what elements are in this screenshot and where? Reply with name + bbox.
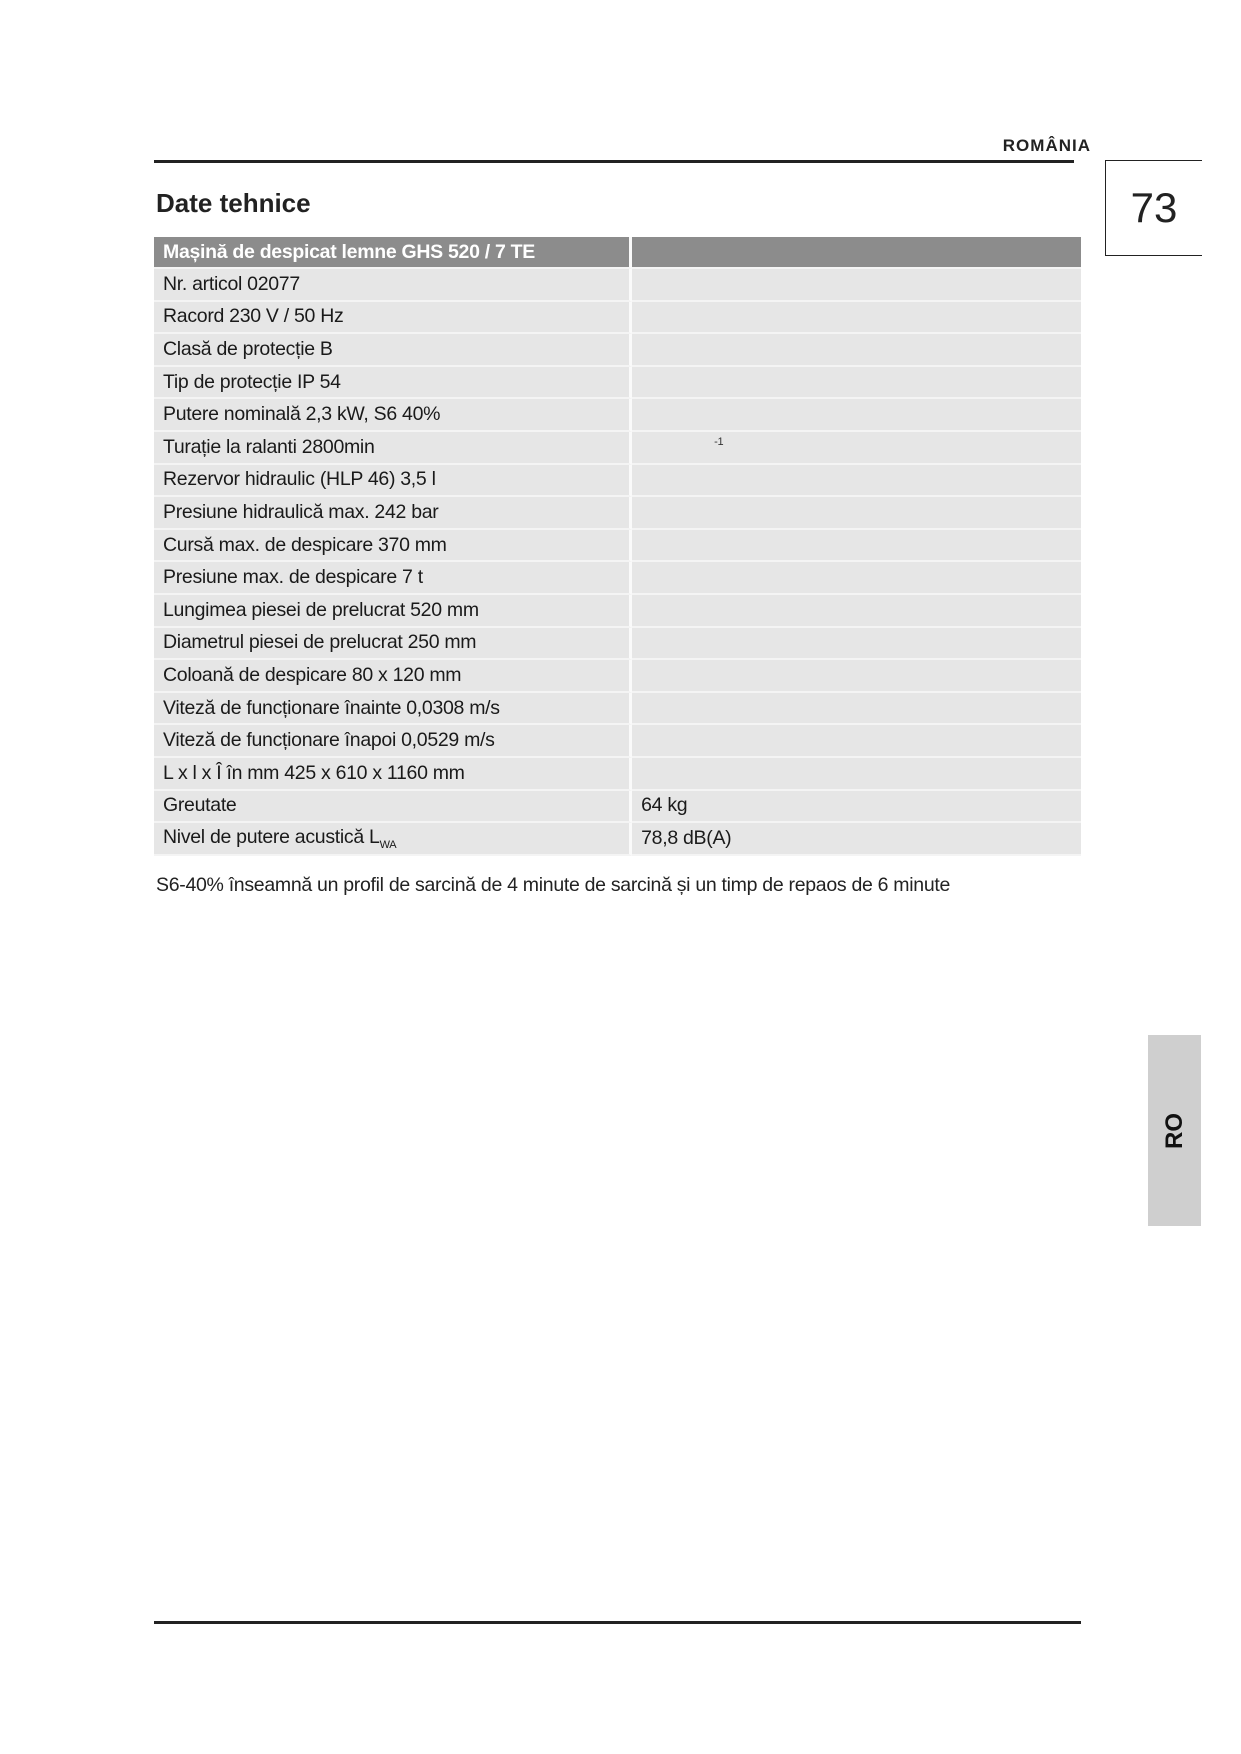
table-row <box>154 269 1081 302</box>
spec-label: Viteză de funcționare înapoi 0,0529 m/s <box>154 725 632 758</box>
spec-value <box>632 758 1081 791</box>
footnote: S6-40% înseamnă un profil de sarcină de 4 minute de sarcină și un timp de repaos de 6 minute <box>156 874 951 896</box>
spec-value <box>632 269 1081 302</box>
spec-value <box>632 660 1081 693</box>
language-tab <box>1148 1035 1201 1226</box>
table-row <box>154 334 1081 367</box>
spec-label: Nivel de putere acustică L <box>163 825 380 848</box>
table-row <box>154 497 1081 530</box>
spec-value-cell <box>632 432 1081 465</box>
table-row <box>154 562 1081 595</box>
spec-value: 64 kg <box>632 791 1081 824</box>
spec-label-cell <box>154 823 632 856</box>
table-row <box>154 465 1081 498</box>
spec-label: Cursă max. de despicare 370 mm <box>154 530 632 563</box>
section-title: Date tehnice <box>156 188 311 218</box>
spec-value <box>632 562 1081 595</box>
table-row <box>154 367 1081 400</box>
spec-table-header-row <box>154 237 1081 269</box>
spec-value <box>632 334 1081 367</box>
spec-label: Clasă de protecție B <box>154 334 632 367</box>
language-tab-label: RO <box>1160 1112 1188 1149</box>
spec-label: Rezervor hidraulic (HLP 46) 3,5 l <box>154 465 632 498</box>
spec-label: Lungimea piesei de prelucrat 520 mm <box>154 595 632 628</box>
spec-value <box>632 497 1081 530</box>
spec-table-header: Mașină de despicat lemne GHS 520 / 7 TE <box>154 237 632 269</box>
spec-value <box>632 530 1081 563</box>
bottom-divider <box>154 1621 1081 1624</box>
page-number: 73 <box>1105 160 1202 256</box>
spec-value <box>632 367 1081 400</box>
table-row <box>154 725 1081 758</box>
spec-label: Turație la ralanti 2800min <box>154 432 632 465</box>
country-label: ROMÂNIA <box>1002 136 1091 155</box>
superscript-mark: -1 <box>714 435 724 448</box>
spec-label: Viteză de funcționare înainte 0,0308 m/s <box>154 693 632 726</box>
spec-label: Tip de protecție IP 54 <box>154 367 632 400</box>
table-row <box>154 660 1081 693</box>
spec-label: Nr. articol 02077 <box>154 269 632 302</box>
table-row <box>154 595 1081 628</box>
spec-label: Putere nominală 2,3 kW, S6 40% <box>154 399 632 432</box>
table-row <box>154 432 1081 465</box>
table-row <box>154 758 1081 791</box>
table-row <box>154 302 1081 335</box>
spec-label-subscript: WA <box>379 838 397 851</box>
spec-value <box>632 465 1081 498</box>
spec-value <box>632 628 1081 661</box>
table-row <box>154 823 1081 856</box>
table-row <box>154 530 1081 563</box>
spec-label: L x l x Î în mm 425 x 610 x 1160 mm <box>154 758 632 791</box>
spec-label: Greutate <box>154 791 632 824</box>
spec-table-header-empty <box>632 237 1081 269</box>
top-divider <box>154 160 1074 163</box>
spec-label: Presiune hidraulică max. 242 bar <box>154 497 632 530</box>
table-row <box>154 791 1081 824</box>
spec-value: 78,8 dB(A) <box>632 823 1081 856</box>
spec-value <box>632 302 1081 335</box>
spec-value <box>632 399 1081 432</box>
spec-label: Racord 230 V / 50 Hz <box>154 302 632 335</box>
spec-value <box>632 693 1081 726</box>
spec-value <box>632 725 1081 758</box>
spec-label: Diametrul piesei de prelucrat 250 mm <box>154 628 632 661</box>
table-row <box>154 399 1081 432</box>
spec-table <box>154 237 1081 856</box>
table-row <box>154 628 1081 661</box>
spec-value <box>632 595 1081 628</box>
spec-label: Coloană de despicare 80 x 120 mm <box>154 660 632 693</box>
table-row <box>154 693 1081 726</box>
spec-label: Presiune max. de despicare 7 t <box>154 562 632 595</box>
